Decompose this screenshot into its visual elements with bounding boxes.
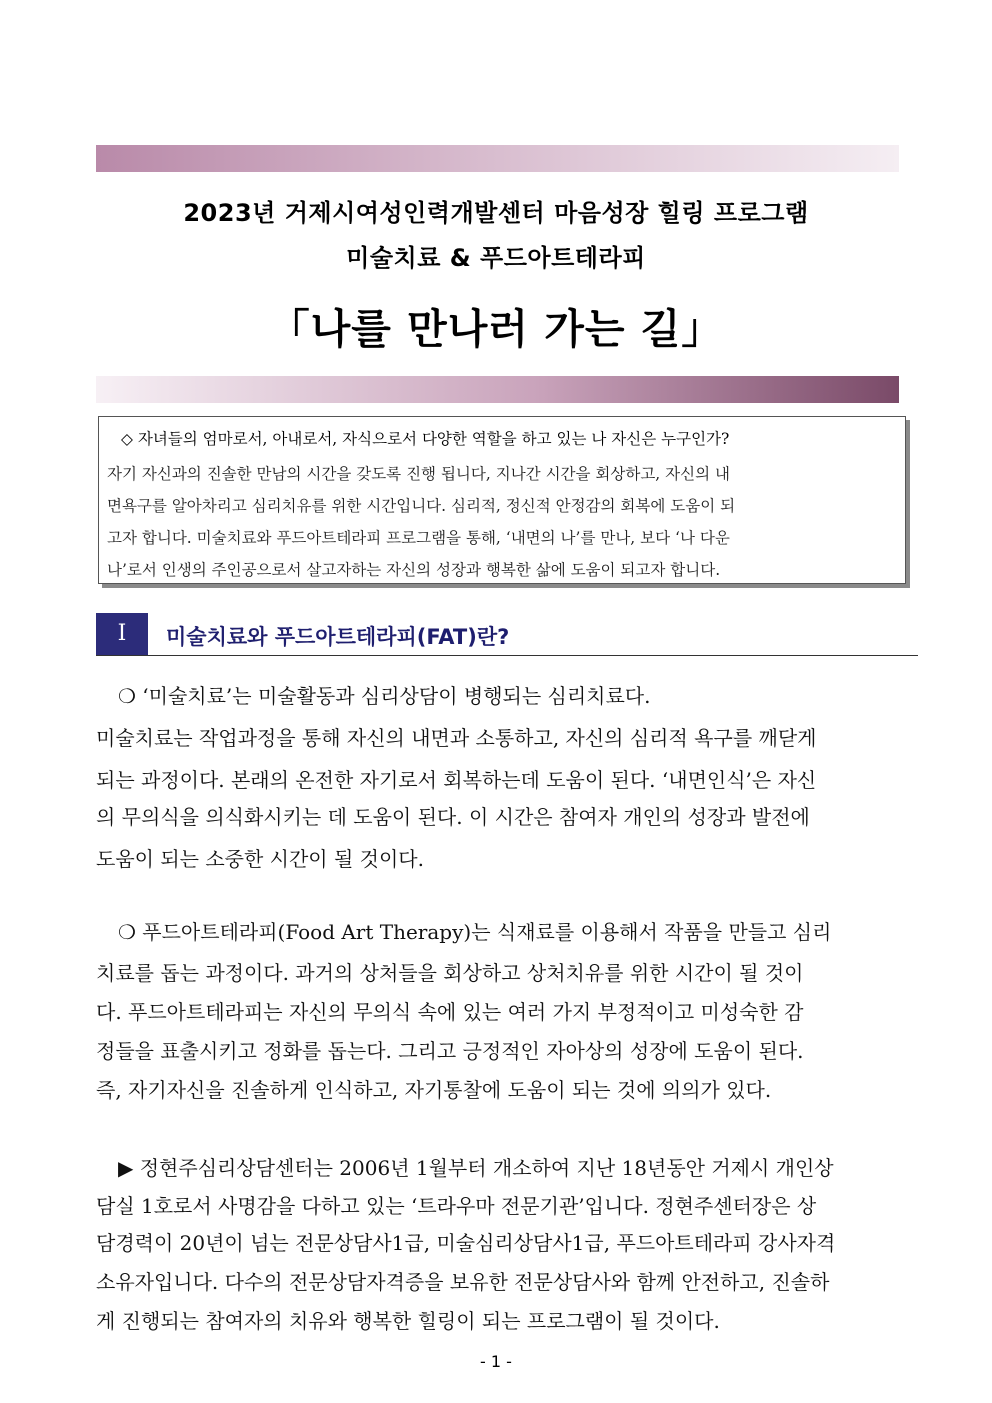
paragraph2-lead: ❍ 푸드아트테라피(Food Art Therapy)는 식재료를 이용해서 작품을 만들고 심리 [118,920,832,944]
program-subtitle: 미술치료 & 푸드아트테라피 [346,244,646,272]
paragraph3-line: 게 진행되는 참여자의 치유와 행복한 힐링이 되는 프로그램이 될 것이다. [96,1309,720,1333]
program-title: 2023년 거제시여성인력개발센터 마음성장 힐링 프로그램 [183,199,809,227]
paragraph1-line: 미술치료는 작업과정을 통해 자신의 내면과 소통하고, 자신의 심리적 욕구를 깨닫게 [96,726,817,750]
paragraph3-line: 소유자입니다. 다수의 전문상담자격증을 보유한 전문상담사와 함께 안전하고, 진솔하 [96,1270,830,1294]
page-number: - 1 - [480,1352,512,1371]
intro-line: 면욕구를 알아차리고 심리치유를 위한 시간입니다. 심리적, 정신적 안정감의 회복에 도움이 되 [107,497,736,515]
paragraph3-lead: ▶ 정현주심리상담센터는 2006년 1월부터 개소하여 지난 18년동안 거제시 개인상 [118,1156,834,1180]
intro-line: 자기 자신과의 진솔한 만남의 시간을 갖도록 진행 됩니다, 지나간 시간을 회상하고, 자신의 내 [107,465,730,483]
decorative-bar-bottom [96,376,899,403]
intro-line: 나’로서 인생의 주인공으로서 살고자하는 자신의 성장과 행복한 삶에 도움이 되고자 합니다. [107,561,721,579]
section-number-badge: I [96,613,148,655]
paragraph1-line: 의 무의식을 의식화시키는 데 도움이 된다. 이 시간은 참여자 개인의 성장과 발전에 [96,805,810,829]
main-title: 「나를 만나러 가는 길」 [268,305,724,353]
decorative-bar-top [96,145,899,172]
paragraph1-line: 도움이 되는 소중한 시간이 될 것이다. [96,847,424,871]
intro-line: 고자 합니다. 미술치료와 푸드아트테라피 프로그램을 통해, ‘내면의 나’를 만나, 보다 ‘나 다운 [107,529,730,547]
paragraph1-lead: ❍ ‘미술치료’는 미술활동과 심리상담이 병행되는 심리치료다. [118,684,651,708]
section-header [96,613,918,656]
paragraph2-line: 치료를 돕는 과정이다. 과거의 상처들을 회상하고 상처치유를 위한 시간이 될 것이 [96,961,804,985]
paragraph3-line: 담경력이 20년이 넘는 전문상담사1급, 미술심리상담사1급, 푸드아트테라피 강사자격 [96,1231,836,1255]
paragraph2-line: 즉, 자기자신을 진솔하게 인식하고, 자기통찰에 도움이 되는 것에 의의가 있다. [96,1078,772,1102]
intro-lead: ◇ 자녀들의 엄마로서, 아내로서, 자식으로서 다양한 역할을 하고 있는 나 자신은 누구인가? [121,430,730,448]
paragraph1-line: 되는 과정이다. 본래의 온전한 자기로서 회복하는데 도움이 된다. ‘내면인식’은 자신 [96,768,817,792]
paragraph2-line: 정들을 표출시키고 정화를 돕는다. 그리고 긍정적인 자아상의 성장에 도움이 된다. [96,1039,804,1063]
intro-box [98,416,906,584]
paragraph3-line: 담실 1호로서 사명감을 다하고 있는 ‘트라우마 전문기관’입니다. 정현주센터장은 상 [96,1194,817,1218]
paragraph2-line: 다. 푸드아트테라피는 자신의 무의식 속에 있는 여러 가지 부정적이고 미성숙한 감 [96,1000,804,1024]
section-title: 미술치료와 푸드아트테라피(FAT)란? [166,625,510,649]
